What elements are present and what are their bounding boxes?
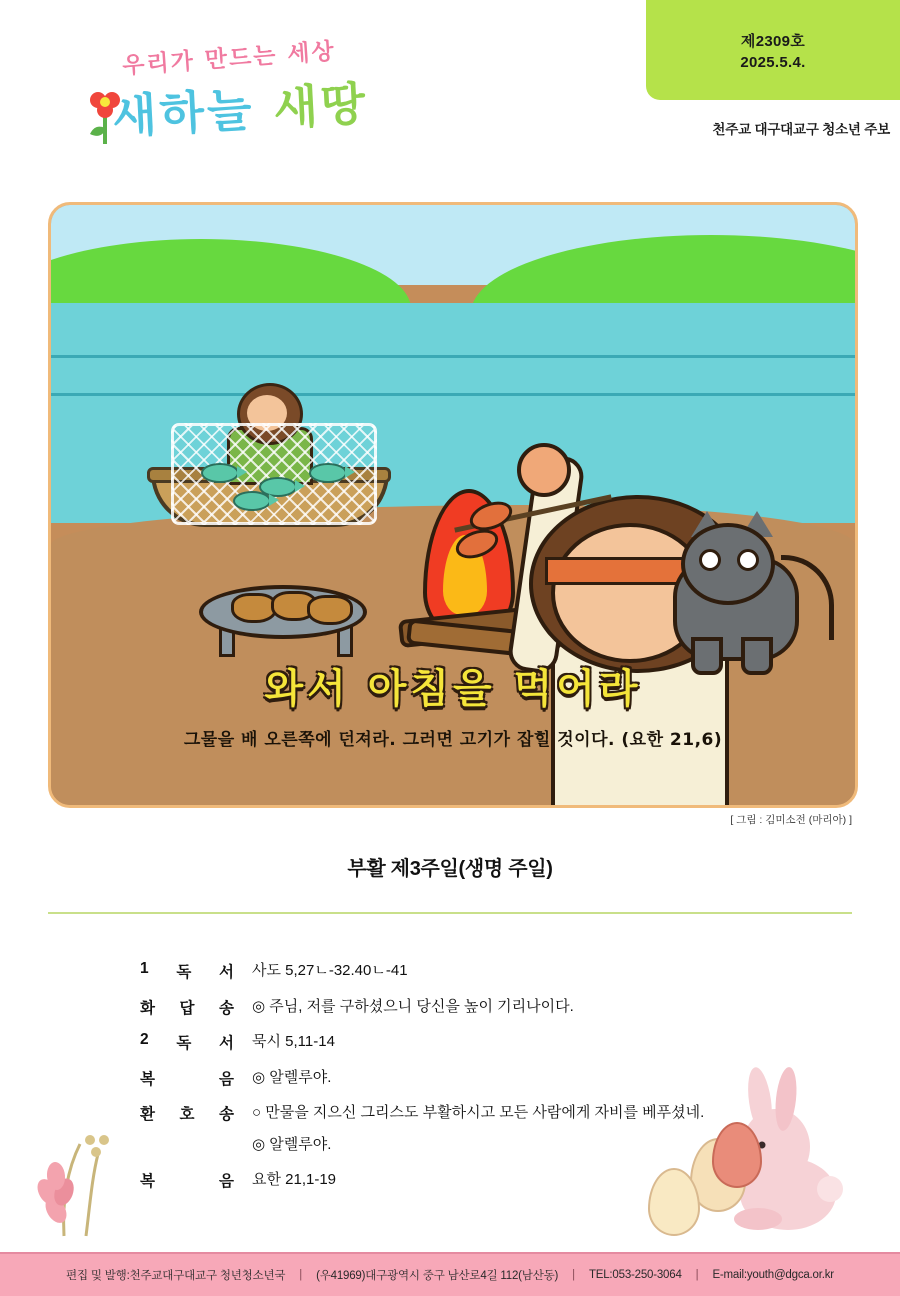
reading-label-c: 서 (219, 1035, 234, 1052)
reading-row (140, 960, 840, 983)
reading-label (140, 960, 252, 982)
footer-publisher: 편집 및 발행:천주교대구대교구 청년청소년국 (66, 1270, 286, 1282)
reading-label-a: 1 (140, 960, 149, 977)
issue-number: 제2309호 (740, 32, 806, 50)
cover-illustration (48, 202, 858, 808)
illustration-title: 와서 아침을 먹어라 (264, 666, 642, 712)
reading-row (140, 996, 840, 1019)
footer (0, 1254, 900, 1296)
masthead-tagline: 우리가 만드는 세상 (121, 38, 337, 80)
reading-label-a: 화 (140, 999, 155, 1017)
reading-label-a: 복 (140, 1070, 155, 1088)
wave-line-1 (51, 355, 855, 358)
reading-label-c: 음 (219, 1070, 234, 1088)
reading-label-c: 송 (219, 1106, 234, 1123)
illustration-verse: 그물을 배 오른쪽에 던져라. 그러면 고기가 잡힐 것이다. (요한 21,6) (183, 730, 723, 750)
footer-email[interactable]: E-mail:youth@dgca.or.kr (712, 1269, 834, 1281)
publication-subtitle: 천주교 대구대교구 청소년 주보 (712, 122, 890, 137)
cat-head (681, 523, 775, 605)
cat-eye (699, 549, 721, 571)
reading-text: 묵시 5,11-14 (252, 1033, 335, 1050)
wave-line-2 (51, 393, 855, 396)
masthead-title (110, 67, 369, 146)
divider (48, 912, 852, 914)
reading-text: 요한 21,1-19 (252, 1171, 337, 1188)
masthead-title-part2: 새땅 (272, 76, 370, 136)
reading-label (140, 1102, 252, 1124)
fish-icon (233, 491, 271, 511)
reading-label-c: 서 (219, 964, 234, 981)
reading-label-a: 2 (140, 1031, 149, 1048)
bread-icon (307, 595, 353, 625)
reading-label-a: 복 (140, 1173, 155, 1190)
reading-label-b: 독 (176, 964, 192, 981)
reading-text-sub: ◎ 알렐루야. (252, 1135, 332, 1153)
reading-label (140, 1067, 252, 1089)
reading-text: ◎ 알렐루야. (252, 1068, 332, 1086)
reading-label-b: 호 (179, 1106, 195, 1123)
jesus-hand (517, 443, 571, 497)
fish-icon (201, 463, 239, 483)
reading-label (140, 1169, 252, 1191)
issue-date: 2025.5.4. (740, 53, 806, 71)
reading-text (252, 1102, 704, 1156)
cat-eye (737, 549, 759, 571)
reading-label (140, 1031, 252, 1053)
page-title: 부활 제3주일(생명 주일) (347, 858, 553, 880)
footer-separator: | (299, 1269, 303, 1281)
footer-address: (우41969)대구광역시 중구 남산로4길 112(남산동) (316, 1270, 559, 1282)
wheat-decoration (34, 1118, 124, 1238)
reading-label-c: 음 (219, 1173, 234, 1190)
footer-tel: TEL:053-250-3064 (588, 1269, 682, 1281)
issue-badge (646, 0, 900, 100)
reading-label-b: 답 (179, 999, 195, 1017)
reading-label-b: 독 (176, 1035, 192, 1052)
reading-label-c: 송 (219, 999, 234, 1017)
reading-label (140, 996, 252, 1018)
masthead-title-part1: 새하늘 (110, 82, 256, 144)
footer-separator: | (695, 1269, 699, 1281)
illustration-credit: [ 그림 : 김미소전 (마리아) ] (730, 814, 852, 826)
reading-label-a: 환 (140, 1106, 155, 1123)
reading-text-main: ○ 만물을 지으신 그리스도 부활하시고 모든 사람에게 자비를 베푸셨네. (252, 1104, 705, 1121)
reading-text: 사도 5,27ㄴ-32.40ㄴ-41 (252, 962, 408, 979)
masthead (90, 36, 520, 166)
reading-text: ◎ 주님, 저를 구하셨으니 당신을 높이 기리나이다. (252, 997, 574, 1015)
fish-icon (309, 463, 347, 483)
footer-separator: | (572, 1269, 575, 1281)
